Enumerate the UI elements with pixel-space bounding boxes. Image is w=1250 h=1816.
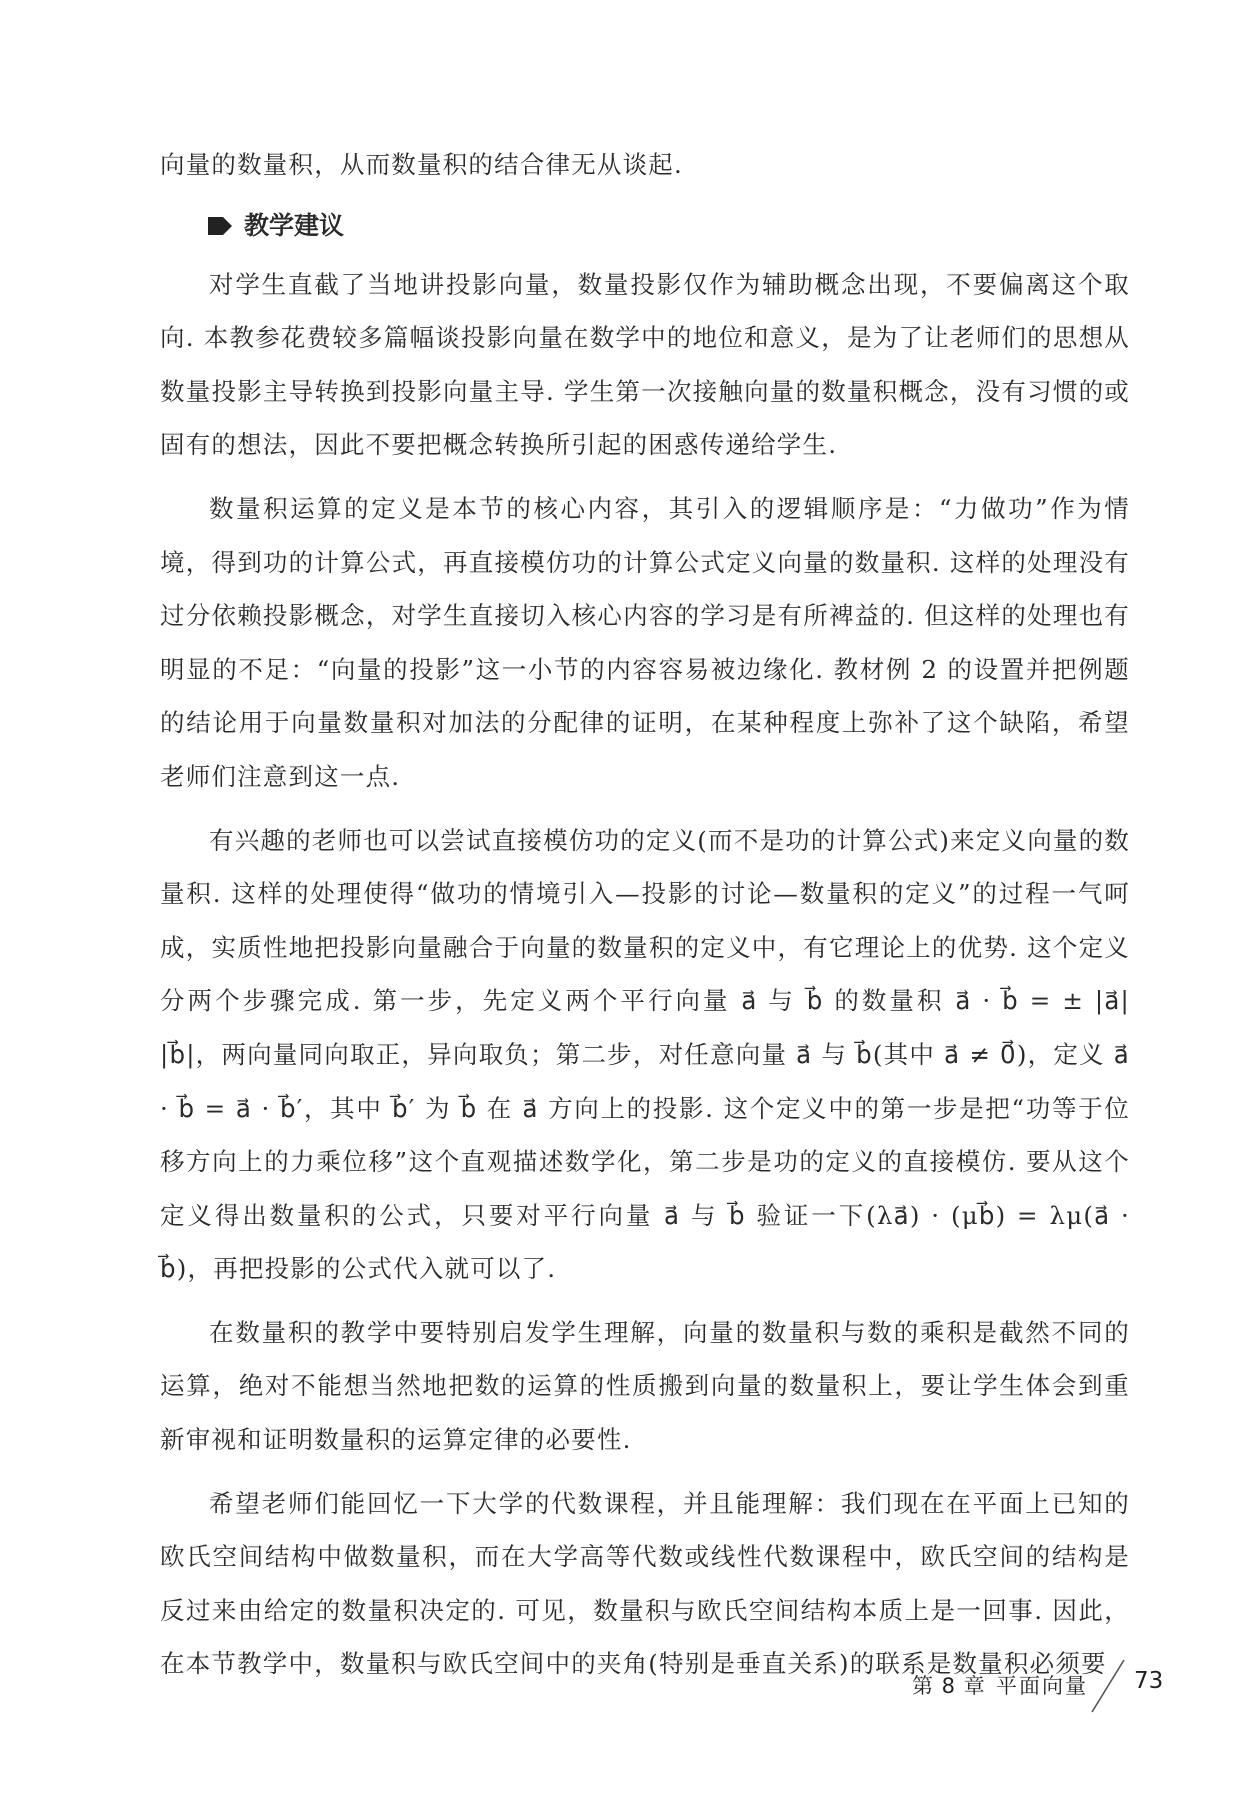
page-number: 73	[1134, 1668, 1164, 1694]
page-footer	[912, 1656, 1172, 1716]
pentagon-bullet-icon	[208, 217, 232, 235]
paragraph-5: 希望老师们能回忆一下大学的代数课程，并且能理解：我们现在在平面上已知的欧氏空间结构中做数量积，而在大学高等代数或线性代数课程中，欧氏空间的结构是反过来由给定的数量积决定的. 可见，数量积与欧氏空间结构本质上是一回事. 因此，在本节教学中，数量积与欧氏空间中的夹角(特别是垂直关系)的联系是数量积必须要	[160, 1488, 1130, 1679]
page-body	[160, 138, 1130, 1701]
paragraph-continued: 向量的数量积，从而数量积的结合律无从谈起.	[160, 150, 683, 179]
paragraph-2: 数量积运算的定义是本节的核心内容，其引入的逻辑顺序是：“力做功”作为情境，得到功的计算公式，再直接模仿功的计算公式定义向量的数量积. 这样的处理没有过分依赖投影概念，对学生直接切入核心内容的学习是有所裨益的. 但这样的处理也有明显的不足：“向量的投影”这一小节的内容容易被边缘化. 教材例 2 的设置并把例题的结论用于向量数量积对加法的分配律的证明，在某种程度上弥补了这个缺陷，希望老师们注意到这一点.	[160, 493, 1130, 791]
paragraph-4: 在数量积的教学中要特别启发学生理解，向量的数量积与数的乘积是截然不同的运算，绝对不能想当然地把数的运算的性质搬到向量的数量积上，要让学生体会到重新审视和证明数量积的运算定律的必要性.	[160, 1317, 1130, 1455]
section-heading-text: 教学建议	[244, 210, 345, 240]
paragraph-3: 有兴趣的老师也可以尝试直接模仿功的定义(而不是功的计算公式)来定义向量的数量积. 这样的处理使得“做功的情境引入—投影的讨论—数量积的定义”的过程一气呵成，实质性地把投影向量融合于向量的数量积的定义中，有它理论上的优势. 这个定义分两个步骤完成. 第一步，先定义两个平行向量 a⃗ 与 b⃗ 的数量积 a⃗ · b⃗ = ± |a⃗| |b⃗|，两向量同向取正，异向取负；第二步，对任意向量 a⃗ 与 b⃗(其中 a⃗ ≠ 0⃗)，定义 a⃗ · b⃗ = a⃗ · b⃗′，其中 b⃗′ 为 b⃗ 在 a⃗ 方向上的投影. 这个定义中的第一步是把“功等于位移方向上的力乘位移”这个直观描述数学化，第二步是功的定义的直接模仿. 要从这个定义得出数量积的公式，只要对平行向量 a⃗ 与 b⃗ 验证一下(λa⃗) · (μb⃗) = λμ(a⃗ · b⃗)，再把投影的公式代入就可以了.	[160, 825, 1131, 1284]
footer-chapter: 第 8 章	[912, 1674, 986, 1698]
section-heading	[208, 206, 1130, 246]
paragraph-1: 对学生直截了当地讲投影向量，数量投影仅作为辅助概念出现，不要偏离这个取向. 本教参花费较多篇幅谈投影向量在数学中的地位和意义，是为了让老师们的思想从数量投影主导转换到投影向量主导. 学生第一次接触向量的数量积概念，没有习惯的或固有的想法，因此不要把概念转换所引起的困惑传递给学生.	[160, 269, 1130, 460]
footer-divider-slash-icon	[1088, 1656, 1128, 1716]
footer-title: 平面向量	[996, 1674, 1088, 1698]
